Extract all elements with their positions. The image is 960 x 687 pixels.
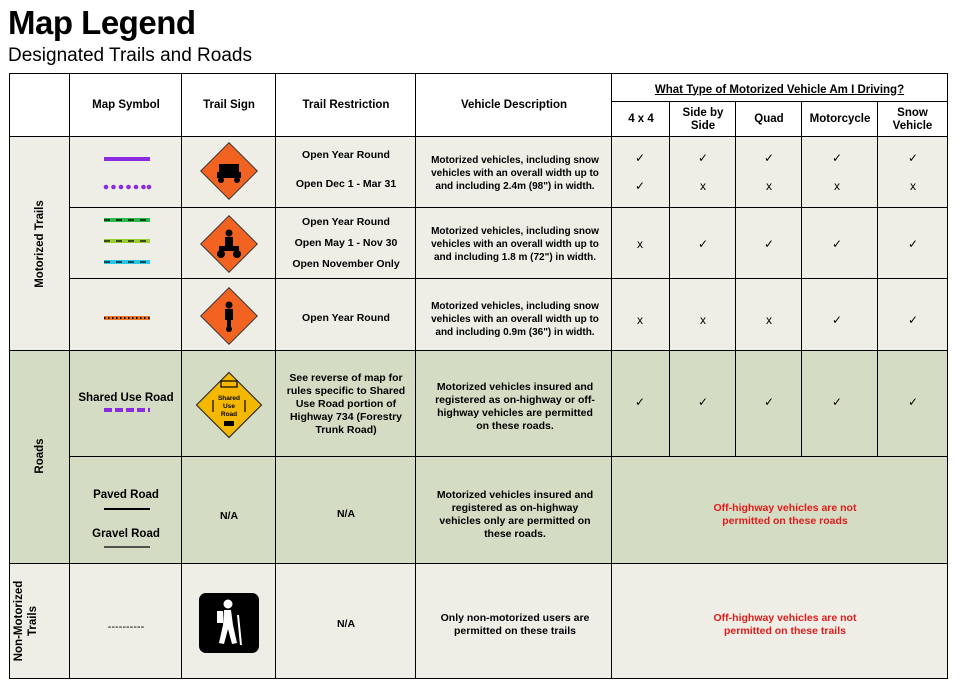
r5-note: Off-highway vehicles are not permitted on these roads <box>713 502 857 527</box>
r1-restriction-2: Open Dec 1 - Mar 31 <box>295 177 397 190</box>
r1-mark-moto-b: x <box>834 179 840 193</box>
r5-paved-label: Paved Road <box>93 488 159 501</box>
r4-restriction: See reverse of map for rules specific to Shared Use Road portion of Highway 734 (Forestry Trunk Road) <box>286 371 406 436</box>
group-non-motorized-trails: Non-Motorized Trails <box>13 580 39 662</box>
r2-mark-snow: ✓ <box>907 237 919 251</box>
r1-mark-snow-a: ✓ <box>907 151 919 165</box>
r1-mark-4x4-b: ✓ <box>634 179 646 193</box>
r4-mark-snow: ✓ <box>907 395 919 409</box>
gravel-road-symbol <box>102 545 152 549</box>
header-side-by-side: Side by Side <box>682 106 724 132</box>
header-4x4: 4 x 4 <box>628 113 654 125</box>
r1-mark-quad-a: ✓ <box>763 151 775 165</box>
svg-text:Road: Road <box>220 411 238 418</box>
grid-line <box>70 207 947 208</box>
trail-symbol-purple <box>102 152 152 192</box>
grid-line <box>70 456 947 457</box>
r1-mark-snow-b: x <box>910 179 916 193</box>
grid-line <box>70 278 947 279</box>
hiker-sign-icon <box>197 591 261 655</box>
trail-symbol-shared-use <box>102 407 152 413</box>
header-map-symbol: Map Symbol <box>92 99 160 111</box>
r3-description: Motorized vehicles, including snow vehicles with an overall width up to and including 0.9m (36") in width. <box>431 300 599 338</box>
r2-restriction-2: Open May 1 - Nov 30 <box>294 236 398 249</box>
page-title: Map Legend <box>8 4 196 41</box>
sign-shared-use-road-icon <box>194 370 264 440</box>
r4-mark-moto: ✓ <box>831 395 843 409</box>
svg-text:Shared: Shared <box>217 395 241 402</box>
r5-restriction: N/A <box>336 507 356 520</box>
group-roads: Roads <box>34 438 46 474</box>
r3-mark-moto: ✓ <box>831 313 843 327</box>
r1-mark-sxs-b: x <box>700 179 706 193</box>
header-vehicle-description: Vehicle Description <box>460 99 568 111</box>
r6-description: Only non-motorized users are permitted on these trails <box>440 612 590 637</box>
r5-description: Motorized vehicles insured and registered as on-highway vehicles only are permitted on these roads. <box>436 489 594 540</box>
grid-line <box>10 350 947 351</box>
grid-line <box>735 101 736 457</box>
trail-symbol-green-cyan <box>102 216 152 266</box>
grid-line <box>181 74 182 678</box>
r2-restriction-1: Open Year Round <box>302 215 390 228</box>
r4-mark-4x4: ✓ <box>634 395 646 409</box>
page-subtitle: Designated Trails and Roads <box>8 45 252 66</box>
r6-note: Off-highway vehicles are not permitted on these trails <box>713 612 857 637</box>
grid-line <box>69 74 70 678</box>
grid-line <box>877 101 878 457</box>
grid-line <box>669 101 670 457</box>
grid-line <box>10 136 947 137</box>
grid-line <box>10 563 947 564</box>
legend-table <box>9 73 948 679</box>
r5-sign: N/A <box>219 509 239 522</box>
r2-mark-quad: ✓ <box>763 237 775 251</box>
r4-mark-quad: ✓ <box>763 395 775 409</box>
svg-text:Use: Use <box>223 403 235 410</box>
header-vehicle-question: What Type of Motorized Vehicle Am I Driving? <box>654 83 905 96</box>
r1-mark-sxs-a: ✓ <box>697 151 709 165</box>
r1-restriction-1: Open Year Round <box>302 148 390 161</box>
r2-mark-4x4: x <box>637 237 643 251</box>
r3-mark-sxs: x <box>700 313 706 327</box>
trail-symbol-orange <box>102 314 152 322</box>
sign-motorcycle-icon <box>200 287 258 345</box>
grid-line <box>275 74 276 678</box>
r2-description: Motorized vehicles, including snow vehicles with an overall width up to and including 1.8 m (72") in width. <box>431 225 599 263</box>
r3-mark-quad: x <box>766 313 772 327</box>
r3-restriction-1: Open Year Round <box>302 311 390 324</box>
grid-line <box>415 74 416 678</box>
header-motorcycle: Motorcycle <box>809 113 871 125</box>
r2-mark-sxs: ✓ <box>697 237 709 251</box>
r2-restriction-3: Open November Only <box>292 257 400 270</box>
header-trail-sign: Trail Sign <box>203 99 255 111</box>
r1-mark-quad-b: x <box>766 179 772 193</box>
sign-4x4-icon <box>200 142 258 200</box>
r1-mark-4x4-a: ✓ <box>634 151 646 165</box>
r1-mark-moto-a: ✓ <box>831 151 843 165</box>
grid-line <box>611 74 612 678</box>
r4-symbol-label: Shared Use Road <box>78 391 174 404</box>
r6-symbol: ---------- <box>107 620 145 633</box>
r1-description: Motorized vehicles, including snow vehicles with an overall width up to and including 2.4m (98") in width. <box>431 154 599 192</box>
r2-mark-moto: ✓ <box>831 237 843 251</box>
group-motorized-trails: Motorized Trails <box>34 200 46 288</box>
grid-line <box>612 101 947 102</box>
header-trail-restriction: Trail Restriction <box>302 99 390 111</box>
r4-description: Motorized vehicles insured and registered as on-highway or off-highway vehicles are permitted on these roads. <box>435 381 595 432</box>
sign-quad-icon <box>200 215 258 273</box>
paved-road-symbol <box>102 507 152 511</box>
header-snow-vehicle: Snow Vehicle <box>892 106 933 132</box>
r4-mark-sxs: ✓ <box>697 395 709 409</box>
r3-mark-snow: ✓ <box>907 313 919 327</box>
header-quad: Quad <box>754 113 784 125</box>
r3-mark-4x4: x <box>637 313 643 327</box>
r6-restriction: N/A <box>336 617 356 630</box>
r5-gravel-label: Gravel Road <box>92 527 160 540</box>
grid-line <box>801 101 802 457</box>
